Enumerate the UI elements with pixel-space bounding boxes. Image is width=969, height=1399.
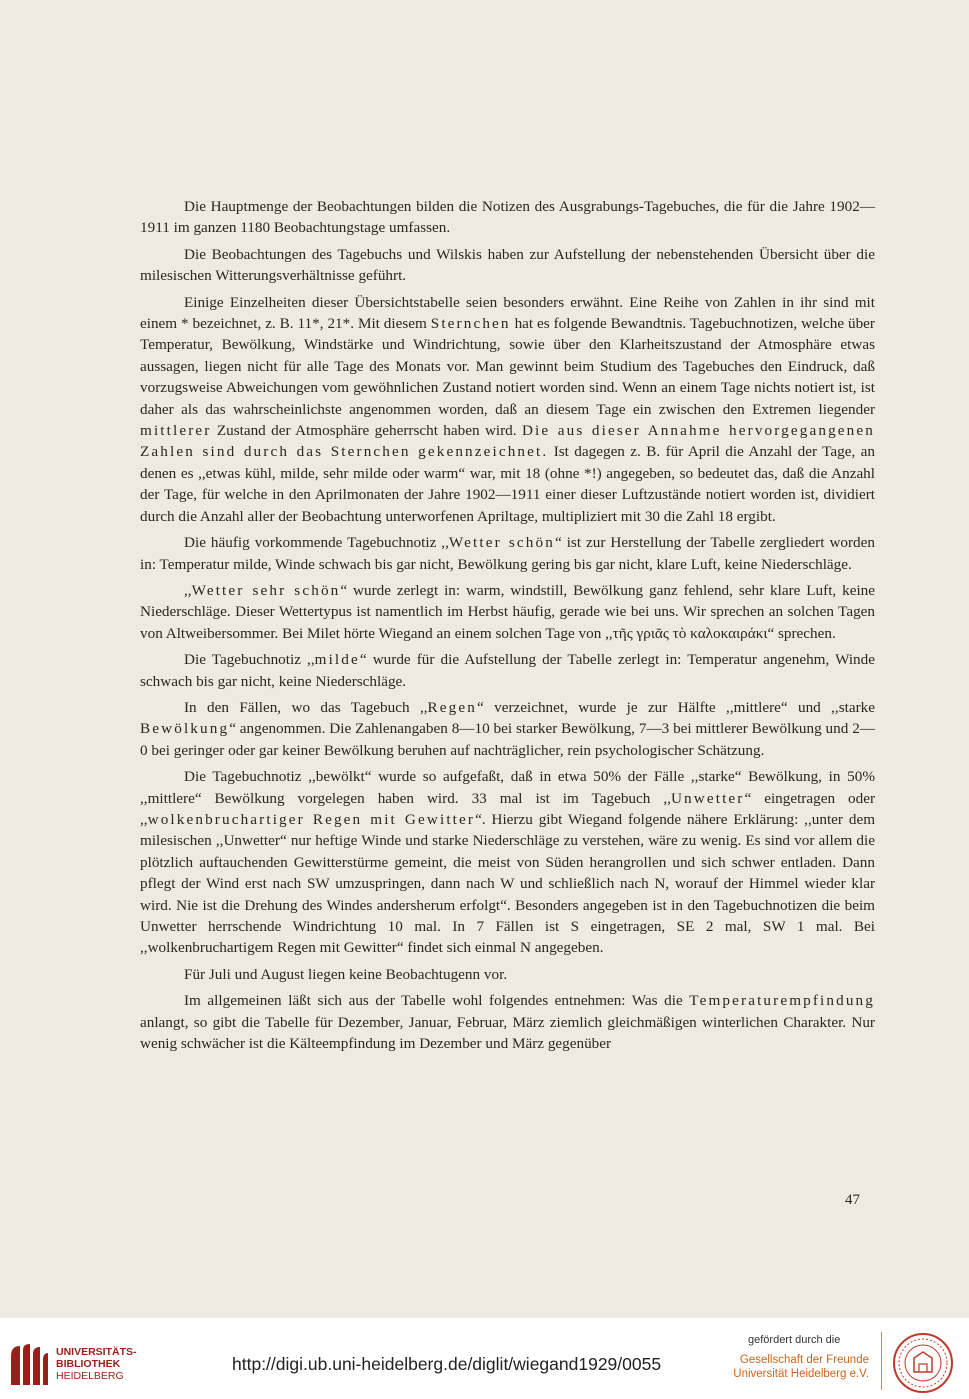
spaced-emphasis: wolkenbruchartiger Regen mit Gewitter	[147, 810, 476, 828]
footer	[0, 1318, 969, 1399]
spaced-emphasis: Wetter schön	[448, 534, 555, 552]
paragraph	[140, 244, 875, 287]
paragraph	[140, 766, 875, 959]
text-run: In den Fällen, wo das Tagebuch ,,	[184, 698, 428, 716]
library-logo-icon	[8, 1342, 50, 1388]
paragraph	[140, 990, 875, 1054]
permalink-url[interactable]: http://digi.ub.uni-heidelberg.de/diglit/wiegand1929/0055	[232, 1354, 662, 1374]
text-run: Einige Einzelheiten dieser Übersichtstabelle seien besonders erwähnt. Eine Reihe von Zahlen in ihr sind mit einem * bezeichnet, z. B. 11*, 21*. Mit diesem	[140, 293, 875, 333]
text-run: Die Beobachtungen des Tagebuchs und Wilskis haben zur Aufstellung der nebenstehenden Übersicht über die milesischen Witterungsverhältnisse geführt.	[140, 245, 875, 285]
body-text	[140, 196, 875, 1059]
text-run: Zustand der Atmosphäre geherrscht haben wird.	[211, 422, 522, 440]
text-run: Für Juli und August liegen keine Beobachtugenn vor.	[184, 965, 508, 983]
text-run: Ist dagegen z. B. für April die Anzahl der Tage, an denen es ,,etwas kühl, milde, sehr milde oder warm“ war, mit 18 (ohne *!) angegeben, so bedeutet das, daß die Anzahl der Tage, für welche in den Aprilmonaten der Jahre 1902—1911 einer dieser Luftzustände notiert worden ist, dividiert durch die Anzahl aller der Beobachtung unterworfenen Apriltage, multipliziert mit 30 die Zahl 18 ergibt.	[140, 443, 876, 525]
spaced-emphasis: Wetter sehr schön	[191, 581, 341, 599]
page-number: 47	[845, 1192, 860, 1208]
text-run: hat es folgende Bewandtnis. Tagebuchnotizen, welche über Temperatur, Bewölkung, Windstärke und Windrichtung, sowie über den Klarheitszustand der Atmosphäre etwas aussagen, liegen nicht für alle Tage des Monats vor. Man gewinnt beim Studium des Tagebuches den Eindruck, daß vorzugsweise Abweichungen vom gewöhnlichen Zustand notiert worden sind. Wenn an einem Tage nichts notiert ist, ist daher als das wahrscheinlichste angenommen worden, daß an diesem Tage ein zwischen den Extremen liegender	[140, 315, 875, 418]
paragraph	[140, 649, 875, 692]
text-run: Die Hauptmenge der Beobachtungen bilden die Notizen des Ausgrabungs-Tagebuches, die für die Jahre 1902—1911 im ganzen 1180 Beobachtungstage umfassen.	[140, 198, 875, 237]
text-run: “ verzeichnet, wurde je zur Hälfte ,,mittlere“ und ,,starke	[477, 698, 875, 716]
university-seal-icon	[892, 1332, 954, 1394]
text-run: “ angenommen. Die Zahlenangaben 8—10 bei starker Bewölkung, 7—3 bei mittlerer Bewölkung und 2—0 bei geringer oder gar keiner Bewölkung beruhen auf nachträglicher, rein psychologischer Schätzung.	[140, 720, 875, 759]
paragraph	[140, 196, 875, 239]
spaced-emphasis: mittlerer	[140, 422, 212, 440]
supported-by-label: gefördert durch die	[748, 1334, 841, 1346]
text-run: “ ist zur Herstellung der Tabelle zergliedert worden in: Temperatur milde, Winde schwach bis gar nicht, Bewölkung gering bis gar nicht, klare Luft, keine Niederschläge.	[140, 534, 875, 573]
text-run: Die häufig vorkommende Tagebuchnotiz ,,	[184, 534, 449, 552]
spaced-emphasis: Bewölkung	[140, 720, 230, 738]
spaced-emphasis: Sternchen	[430, 315, 511, 333]
spaced-emphasis: Die aus dieser Annahme hervorgegangenen Zahlen sind durch das Sternchen gekennzeichnet.	[140, 422, 875, 461]
text-run: “. Hierzu gibt Wiegand folgende nähere Erklärung: ,,unter dem milesischen ,,Unwetter“ nur heftige Winde und starke Niederschläge zu verstehen, wäre zu wenig. Es sind vor allem die plötzlich auftauchenden Gewitterstürme gemeint, die meist von Süden herangrollen und sich schwer entladen. Dann pflegt der Wind erst nach SW umzuspringen, dann nach W und schließlich nach N, worauf der Himmel wieder klar wird. Nie ist die Drehung des Windes andersherum erfolgt“. Besonders angegeben ist in den Tagebuchnotizen die beim Unwetter herrschende Windrichtung 10 mal. In 7 Fällen ist S eingetragen, SE 2 mal, SW 1 mal. Bei ,,wolkenbruchartigem Regen mit Gewitter“ findet sich einmal N angegeben.	[140, 810, 876, 957]
spaced-emphasis: Temperaturempfindung	[689, 992, 875, 1010]
paragraph	[140, 964, 875, 985]
paragraph	[140, 532, 875, 575]
text-run: “ eingetragen oder ,,	[140, 789, 875, 828]
spaced-emphasis: milde	[314, 651, 360, 669]
text-run: ,,	[184, 581, 192, 599]
paragraph	[140, 292, 875, 527]
text-run: Die Tagebuchnotiz ,,bewölkt“ wurde so aufgefaßt, daß in etwa 50% der Fälle ,,starke“ Bewölkung, in 50% ,,mittlere“ Bewölkung vorgelegen haben wird. 33 mal ist im Tagebuch ,,	[140, 768, 875, 807]
spaced-emphasis: Unwetter	[670, 789, 745, 807]
text-run: Die Tagebuchnotiz ,,	[184, 651, 315, 669]
library-name: UNIVERSITÄTS- BIBLIOTHEK HEIDELBERG	[56, 1346, 137, 1382]
text-run: Im allgemeinen läßt sich aus der Tabelle wohl folgendes entnehmen: Was die	[184, 992, 690, 1010]
text-run: anlangt, so gibt die Tabelle für Dezember, Januar, Februar, März ziemlich gleichmäßigen winterlichen Charakter. Nur wenig schwächer ist die Kälteempfindung im Dezember und März gegenüber	[140, 1013, 875, 1053]
paragraph	[140, 697, 875, 761]
paragraph	[140, 580, 875, 644]
text-run: “ wurde für die Aufstellung der Tabelle zerlegt in: Temperatur angenehm, Winde schwach bis gar nicht, keine Niederschläge.	[140, 651, 875, 690]
society-name: Gesellschaft der Freunde Universität Heidelberg e.V.	[733, 1354, 869, 1380]
footer-divider	[881, 1332, 882, 1390]
text-run: “ wurde zerlegt in: warm, windstill, Bewölkung ganz fehlend, sehr klare Luft, keine Niederschläge. Dieser Wettertypus ist namentlich im Herbst häufig, gerade wie bei uns. Wir sprechen an solchen Tagen von Altweibersommer. Bei Milet hörte Wiegand an einem solchen Tage von ,,τῆς γριᾶς τὸ καλοκαιράκι“ sprechen.	[140, 581, 875, 642]
spaced-emphasis: Regen	[427, 698, 477, 716]
